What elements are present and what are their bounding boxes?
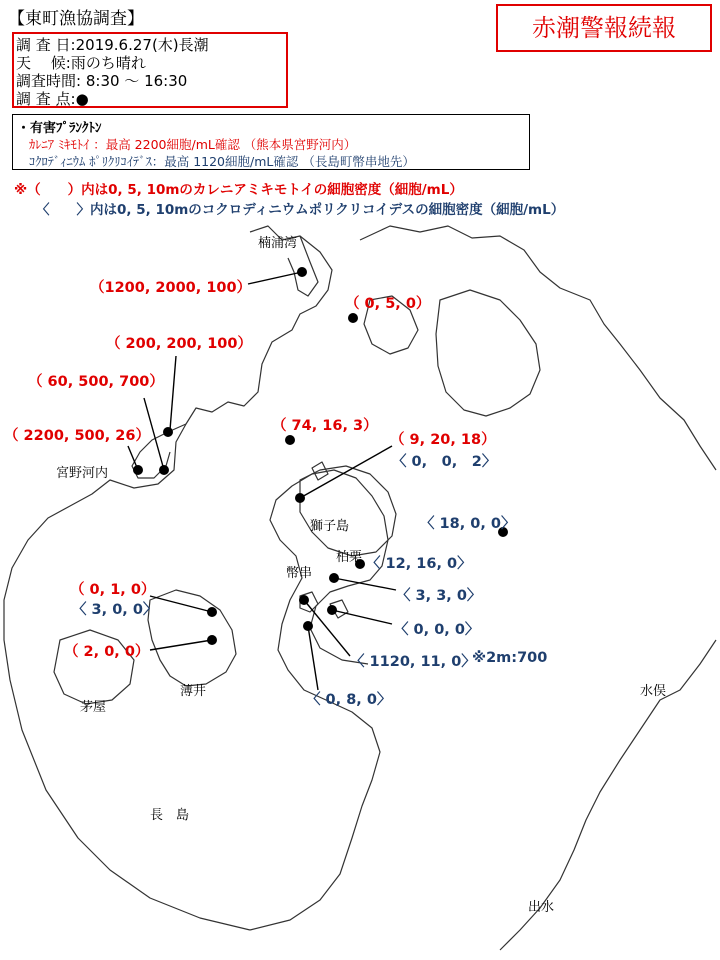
date-label: 調 査 日 <box>16 36 71 54</box>
cochlodinium-summary: ｺｸﾛﾃﾞｨﾆｳﾑ ﾎﾟﾘｸﾘｺｲﾃﾞｽ：最高 1120細胞/mL確認 （長島町幣串地先） <box>29 154 415 169</box>
station-label-s1-karenia: （1200, 2000, 100） <box>90 280 252 296</box>
station-label-s7-karenia: （ 9, 20, 18） <box>390 432 496 448</box>
station-point-s11 <box>327 605 337 615</box>
station-label-s15-karenia: （ 2, 0, 0） <box>64 644 150 660</box>
station-label-s14-cochlodinium: 〈 3, 0, 0〉 <box>72 602 158 618</box>
station-point-s10 <box>329 573 339 583</box>
point-marker-icon: ● <box>75 90 89 108</box>
station-label-s13-cochlodinium: 〈 0, 8, 0〉 <box>306 692 392 708</box>
time-value: 8:30 ～ 16:30 <box>85 72 188 90</box>
place-miyanokawachi: 宮野河内 <box>56 466 109 481</box>
info-point-row: 調 査 点:● <box>16 90 89 108</box>
station-point-s14 <box>207 607 217 617</box>
station-label-s5-karenia: （ 2200, 500, 26） <box>4 428 150 444</box>
info-date-row: 調 査 日:2019.6.27(木)長潮 <box>16 36 209 54</box>
plankton-title: ・有害ﾌﾟﾗﾝｸﾄﾝ <box>17 121 102 136</box>
station-label-s6-karenia: （ 74, 16, 3） <box>272 418 378 434</box>
weather-value: 雨のち晴れ <box>70 54 146 72</box>
station-point-s2 <box>348 313 358 323</box>
place-kusuura-bay: 楠浦湾 <box>258 236 298 251</box>
plankton-box <box>12 114 530 170</box>
station-point-s6 <box>285 435 295 445</box>
station-label-s14-karenia: （ 0, 1, 0） <box>70 582 156 598</box>
leader-s13 <box>308 626 318 690</box>
leader-s1 <box>248 272 302 284</box>
leader-s10 <box>334 578 396 590</box>
station-point-s15 <box>207 635 217 645</box>
place-mizumata: 水俣 <box>640 684 667 699</box>
point-label: 調 査 点 <box>16 90 71 108</box>
station-point-s13 <box>303 621 313 631</box>
legend-note-karenia: ※（ ）内は0, 5, 10mのカレニアミキモトイの細胞密度（細胞/mL） <box>14 182 463 198</box>
station-point-s4 <box>159 465 169 475</box>
station-label-s2-karenia: （ 0, 5, 0） <box>345 296 431 312</box>
info-weather-row: 天 候:雨のち晴れ <box>16 54 146 72</box>
station-point-s3 <box>163 427 173 437</box>
station-point-s7 <box>295 493 305 503</box>
station-label-s10-cochlodinium: 〈 3, 3, 0〉 <box>396 588 482 604</box>
station-label-s4-karenia: （ 60, 500, 700） <box>28 374 164 390</box>
survey-title: 【東町漁協調査】 <box>8 9 144 29</box>
place-kashiwagi: 柏栗 <box>336 550 363 565</box>
station-label-s7-cochlodinium: 〈 0, 0, 2〉 <box>392 454 497 470</box>
place-izumi: 出水 <box>528 900 555 915</box>
alert-title-box: 赤潮警報続報 <box>496 4 712 52</box>
place-nagashima: 長 島 <box>150 808 190 823</box>
time-label: 調査時間 <box>16 72 77 90</box>
info-time-row: 調査時間: 8:30 ～ 16:30 <box>16 72 188 90</box>
leader-s11 <box>332 610 392 624</box>
station-point-s1 <box>297 267 307 277</box>
date-value: 2019.6.27(木)長潮 <box>75 36 209 54</box>
station-label-s11-cochlodinium: 〈 0, 0, 0〉 <box>394 622 480 638</box>
station-label-s12-cochlodinium: 〈 1120, 11, 0〉 <box>350 654 476 670</box>
station-label-s3-karenia: （ 200, 200, 100） <box>106 336 252 352</box>
place-usui: 薄井 <box>180 684 207 699</box>
station-label-s12-note: ※2m:700 <box>472 650 548 666</box>
station-point-s5 <box>133 465 143 475</box>
survey-info-box <box>12 32 288 108</box>
karenia-summary: ｶﾚﾆｱ ﾐｷﾓﾄｲ ：最高 2200細胞/mL確認 （熊本県宮野河内） <box>29 137 357 152</box>
island-amakusa-east <box>436 290 540 416</box>
place-kayanoya: 茅屋 <box>80 700 107 715</box>
leader-s15 <box>150 640 212 650</box>
station-label-s8-cochlodinium: 〈 18, 0, 0〉 <box>420 516 516 532</box>
weather-label: 天 候 <box>16 54 66 72</box>
station-label-s9-cochlodinium: 〈 12, 16, 0〉 <box>366 556 472 572</box>
leader-s3 <box>170 356 176 430</box>
place-shishijima: 獅子島 <box>310 519 350 534</box>
coastline-usui <box>148 590 236 686</box>
legend-note-cochlodinium: 〈 〉内は0, 5, 10mのコクロディニウムポリクリコイデスの細胞密度（細胞/mL） <box>36 202 565 218</box>
place-heigushi: 幣串 <box>286 566 313 581</box>
station-point-s12 <box>299 595 309 605</box>
